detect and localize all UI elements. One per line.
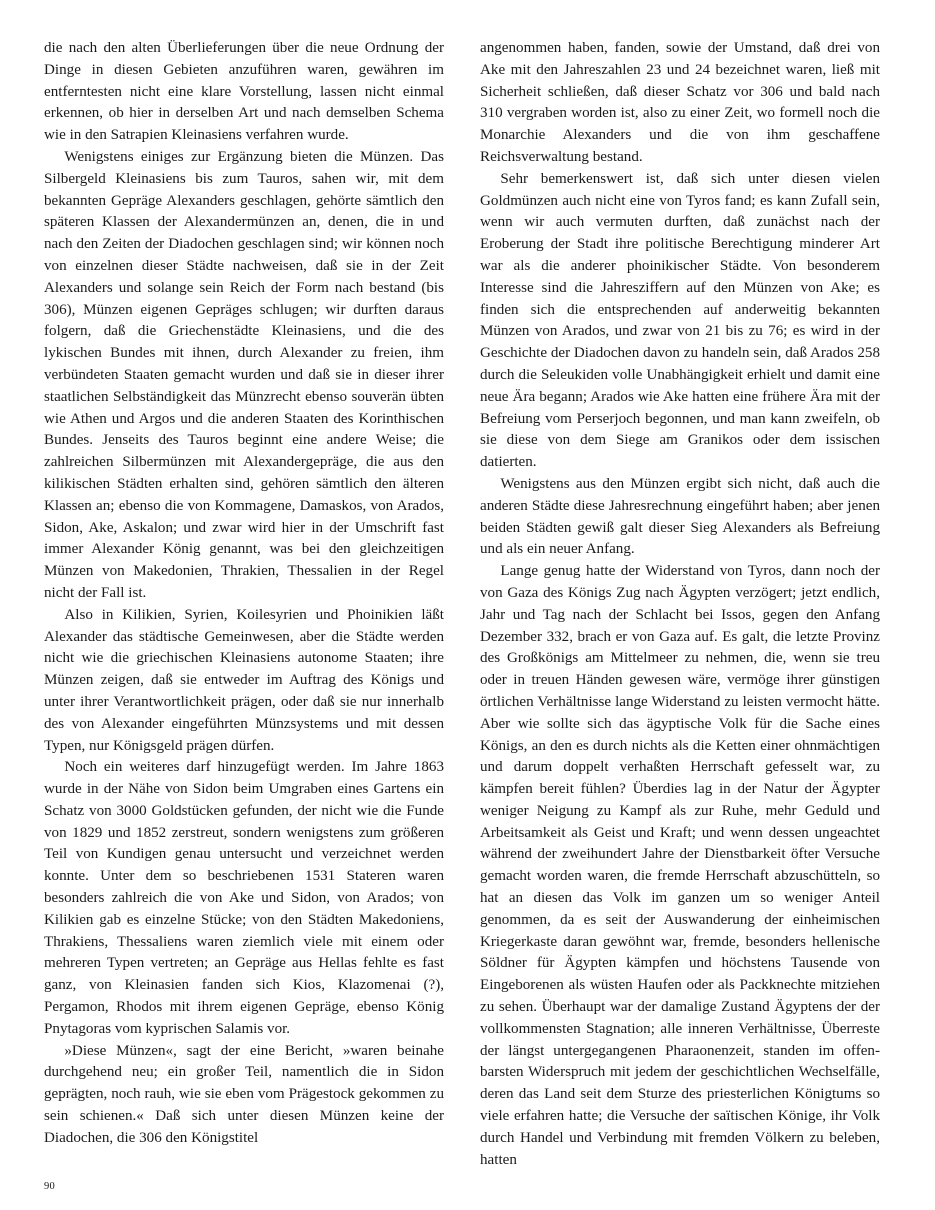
paragraph: Noch ein weiteres darf hinzugefügt werden. Im Jahre 1863 wurde in der Nähe von Sidon beim Umgraben eines Gartens ein Schatz von 3000 Goldstücken gefunden, der nicht wie die Funde von 1829 und 1852 zerstreut, sondern wenigstens zum größeren Teil von Kundigen genau untersucht und verzeichnet werden konnte. Unter dem so beschriebenen 1531 Stateren waren besonders zahlreich die von Ake und Sidon, von Arados; von Kilikien gab es einzelne Stücke; von den Städten Makedoniens, Thrakiens, Thessaliens waren ziemlich viele mit einem oder mehreren Typen vertreten; an Gepräge aus Hellas fehlte es fast ganz, von Kleinasien fanden sich Kios, Klazomenai (?), Pergamon, Rhodos mit ihrem eigenen Gepräge, ebenso König Pnytagoras vom kyprischen Salamis vor.	[44, 759, 444, 1037]
right-column	[480, 38, 880, 1168]
left-column	[44, 38, 444, 1148]
page-number: 90	[44, 1181, 55, 1192]
paragraph: »Diese Münzen«, sagt der eine Bericht, »waren beinahe durchgehend neu; ein großer Teil, namentlich die in Sidon geprägten, noch rauh, wie sie eben vom Prägestock gekommen zu sein schienen.« Daß sich unter diesen Münzen keine der Diadochen, die 306 den Königstitel	[44, 1042, 444, 1146]
paragraph: angenommen haben, fanden, sowie der Umstand, daß drei von Ake mit den Jahreszahlen 23 und 24 bezeichnet waren, ließ mit Sicherheit schließen, daß dieser Schatz vor 306 und bald nach 310 vergraben worden ist, also zu einer Zeit, wo formell noch die Monarchie Alexanders und die von ihm geschaffene Reichsverwaltung bestand.	[480, 40, 880, 165]
paragraph: Sehr bemerkenswert ist, daß sich unter diesen vielen Goldmünzen auch nicht eine von Tyros fand; es kann Zufall sein, wenn wir auch vermuten durften, daß zunächst nach der Eroberung der Stadt ihre politische Berechtigung minderer Art war als die anderer phoinikischer Städte. Von besonderem Interesse sind die Jahresziffern auf den Münzen von Ake; es finden sich die entsprechenden auf anderweitig bekannten Münzen von Arados, und zwar von 21 bis zu 76; es wird in der Geschichte der Diadochen davon zu handeln sein, daß Arados 258 durch die Seleukiden volle Unabhängigkeit erhielt und damit eine neue Ära begann; Arados wie Ake hatten eine frühere Ära mit der Befreiung vom Perserjoch begonnen, und man kann zweifeln, ob sie diese von dem Siege am Granikos oder dem issischen datierten.	[480, 170, 880, 471]
paragraph: Wenigstens einiges zur Ergänzung bieten die Münzen. Das Silbergeld Kleinasiens bis zum Tauros, sahen wir, mit dem bekannten Gepräge Alexanders geschlagen, gehörte sämtlich den späteren Klassen der Alexandermünzen an, denen, die in und nach den Zeiten der Diadochen geschlagen sind; wir können noch von einzelnen dieser Städte nachweisen, daß sie in der Zeit Alexanders und solange sein Reich der Form nach bestand (bis 306), Münzen eigenen Gepräges schlugen; wir durften daraus folgern, daß die Griechenstädte Kleinasiens, und die des lykischen Bundes mit ihnen, durch Alexander zu freien, ihm verbündeten Staaten gemacht wurden und daß sie in dieser ihrer staatlichen Selbständigkeit das Münzrecht ebenso souverän übten wie Athen und Argos und die anderen Staaten des Korinthischen Bundes. Jenseits des Tauros beginnt eine andere Weise; die zahlreichen Silbermünzen mit Alexandergepräge, die aus den kilikischen Städten erhalten sind, gehören sämtlich den älteren Klassen an; ebenso die von Kommagene, Damaskos, von Arados, Sidon, Ake, Askalon; und zwar wird hier in der Umschrift fast immer Alexander König genannt, was bei den gleichzeitigen Münzen von Makedonien, Thrakien, Thessalien in der Regel nicht der Fall ist.	[44, 148, 444, 601]
paragraph: die nach den alten Überlieferungen über die neue Ordnung der Dinge in diesen Gebieten anzuführen waren, gewähren im entferntesten nicht eine klare Vorstellung, lassen nicht einmal erkennen, ob hier in derselben Art und nach demselben Schema wie in den Satrapien Kleinasiens verfahren wurde.	[44, 40, 444, 144]
text-columns	[44, 38, 891, 1168]
paragraph: Also in Kilikien, Syrien, Koilesyrien und Phoinikien läßt Alexander das städtische Gemeinwesen, aber die Städte werden nicht wie die griechischen Kleinasiens autonome Staaten; ihre Münzen zeigen, daß sie entweder im Auftrag des Königs und unter ihrer Verantwortlichkeit prägen, oder daß sie nur innerhalb des von Alexander eingeführten Münzsystems und mit dessen Typen, nur Königsgeld prägen dürfen.	[44, 606, 444, 754]
paragraph: Lange genug hatte der Widerstand von Tyros, dann noch der von Gaza des Königs Zug nach Ägypten verzögert; jetzt endlich, Jahr und Tag nach der Schlacht bei Issos, gegen den Anfang Dezember 332, brach er von Gaza auf. Es galt, die letzte Provinz des Großkönigs am Mittelmeer zu nehmen, die, wenn sie treu oder in treuen Händen gewesen wäre, vermöge ihrer günstigen örtlichen Verhältnisse lange Widerstand zu leisten vermocht hätte. Aber wie sollte sich das ägyptische Volk für die Sache eines Königs, an den es durch nichts als die Ketten einer ohnmächtigen und darum doppelt verhaßten Herrschaft gefesselt war, zu kämpfen bereit fühlen? Überdies lag in der Natur der Ägypter weniger Neigung zu Kampf als zur Ruhe, mehr Geduld und Arbeitsamkeit als Geist und Kraft; und wenn dessen ungeachtet während der zweihundert Jahre der Dienstbarkeit öfter Versuche gemacht worden waren, die fremde Herrschaft abzuschütteln, so hat an diesen das Volk im ganzen um so weniger Anteil genommen, da es seit der Auswanderung der einheimischen Kriegerkaste daran gewöhnt war, fremde, besonders hellenische Söldner für Ägypten kämpfen und höchstens Tausende von Eingeborenen als wüsten Haufen oder als Packknechte mitziehen zu sehen. Überhaupt war der damalige Zustand Ägyptens der der vollkommensten Stagnation; alle inneren Verhältnisse, Überreste der längst untergegangenen Pharaonenzeit, standen im offenbarsten Widerspruch mit jedem der geschichtlichen Wechselfälle, deren das Land seit dem Sturze des priesterlichen Königtums so viele erfahren hatte; die Versuche der saïtischen Könige, ihr Volk durch Handel und Verbindung mit fremden Völkern zu beleben, hatten	[480, 563, 880, 1168]
paragraph: Wenigstens aus den Münzen ergibt sich nicht, daß auch die anderen Städte diese Jahresrechnung eingeführt haben; aber jenen beiden Städten gewiß galt dieser Sieg Alexanders als Befreiung und als ein neuer Anfang.	[480, 475, 880, 558]
